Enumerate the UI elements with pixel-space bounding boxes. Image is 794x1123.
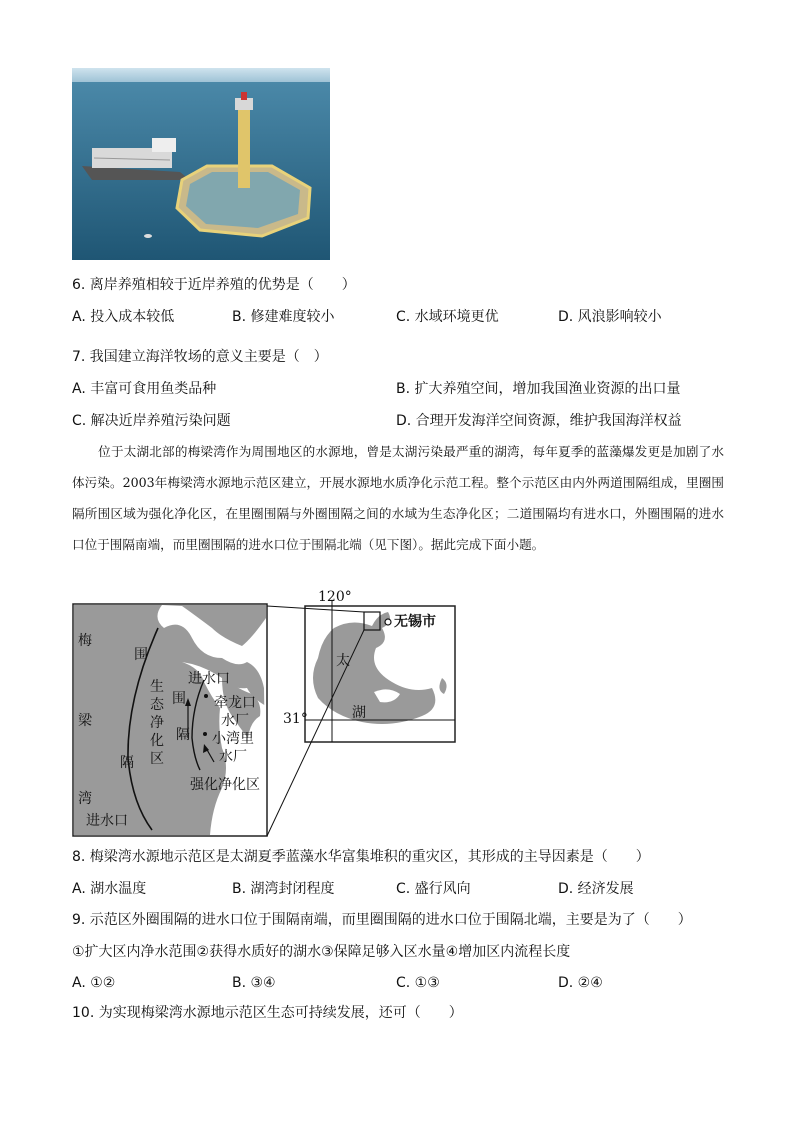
q8-option-a[interactable]: A. 湖水温度	[72, 881, 147, 897]
q6-option-c[interactable]: C. 水域环境更优	[396, 309, 499, 325]
label-outer-wei: 围	[134, 647, 148, 663]
eco-char-5: 区	[150, 751, 164, 767]
label-longitude: 120°	[318, 589, 352, 605]
label-outer-ge: 隔	[120, 755, 134, 771]
q9-option-b[interactable]: B. ③④	[232, 975, 276, 991]
q7-option-c[interactable]: C. 解决近岸养殖污染问题	[72, 413, 231, 429]
qianlongkou-name: 牵龙口	[214, 695, 256, 711]
meiliang-bay-map	[72, 598, 462, 842]
q6-option-b[interactable]: B. 修建难度较小	[232, 309, 335, 325]
q7-option-a[interactable]: A. 丰富可食用鱼类品种	[72, 381, 217, 397]
passage-text: 位于太湖北部的梅梁湾作为周围地区的水源地，曾是太湖污染最严重的湖湾，每年夏季的蓝藻爆发更是加剧了水体污染。2003年梅梁湾水源地示范区建立，开展水源地水质净化示范工程。整个示范区由内外两道围隔组成，里圈围隔所围区域为强化净化区，在里圈围隔与外圈围隔之间的水域为生态净化区；二道围隔均有进水口，外圈围隔的进水口位于围隔南端，而里圈围隔的进水口位于围隔北端（见下图）。据此完成下面小题。	[72, 444, 724, 552]
label-mei: 梅	[78, 633, 92, 649]
eco-char-1: 生	[150, 679, 164, 695]
label-qianlongkou	[214, 694, 256, 730]
wuxi-marker	[385, 619, 391, 625]
q8-stem: 8. 梅梁湾水源地示范区是太湖夏季蓝藻水华富集堆积的重灾区，其形成的主导因素是（ ）	[72, 849, 650, 865]
qianlongkou-type: 水厂	[221, 713, 249, 729]
label-eco-zone	[150, 678, 166, 768]
q8-option-d[interactable]: D. 经济发展	[558, 881, 634, 897]
q6-option-d[interactable]: D. 风浪影响较小	[558, 309, 662, 325]
q9-stem: 9. 示范区外圈围隔的进水口位于围隔南端，而里圈围隔的进水口位于围隔北端，主要是为了（ ）	[72, 912, 692, 928]
xiaowanli-type: 水厂	[219, 749, 247, 765]
q8-option-b[interactable]: B. 湖湾封闭程度	[232, 881, 335, 897]
label-inner-wei: 围	[172, 691, 186, 707]
q6-stem: 6. 离岸养殖相较于近岸养殖的优势是（ ）	[72, 277, 356, 293]
label-tai: 太	[336, 653, 350, 669]
label-xiaowanli	[212, 730, 254, 766]
q9-choices: ①扩大区内净水范围②获得水质好的湖水③保障足够入区水量④增加区内流程长度	[72, 944, 571, 960]
q9-option-a[interactable]: A. ①②	[72, 975, 116, 991]
eco-char-4: 化	[150, 733, 164, 749]
label-latitude: 31°	[283, 711, 308, 727]
eco-char-3: 净	[150, 715, 164, 731]
xiaowanli-name: 小湾里	[212, 731, 254, 747]
q7-stem: 7. 我国建立海洋牧场的意义主要是（ ）	[72, 349, 328, 365]
label-strong-zone: 强化净化区	[190, 777, 260, 793]
label-inner-ge: 隔	[176, 727, 190, 743]
label-inlet-bottom: 进水口	[86, 813, 128, 829]
aquaculture-photo	[72, 68, 330, 260]
q7-option-b[interactable]: B. 扩大养殖空间，增加我国渔业资源的出口量	[396, 381, 681, 397]
q9-option-c[interactable]: C. ①③	[396, 975, 440, 991]
q10-stem: 10. 为实现梅梁湾水源地示范区生态可持续发展，还可（ ）	[72, 1005, 463, 1021]
label-liang: 梁	[78, 713, 92, 729]
label-hu: 湖	[352, 705, 366, 721]
reading-passage	[72, 436, 724, 560]
q9-option-d[interactable]: D. ②④	[558, 975, 603, 991]
q8-option-c[interactable]: C. 盛行风向	[396, 881, 471, 897]
label-wuxi: 无锡市	[394, 614, 436, 630]
q6-option-a[interactable]: A. 投入成本较低	[72, 309, 175, 325]
eco-char-2: 态	[150, 697, 164, 713]
q7-option-d[interactable]: D. 合理开发海洋空间资源，维护我国海洋权益	[396, 413, 682, 429]
label-wan: 湾	[78, 791, 92, 807]
label-inlet-top: 进水口	[188, 671, 230, 687]
